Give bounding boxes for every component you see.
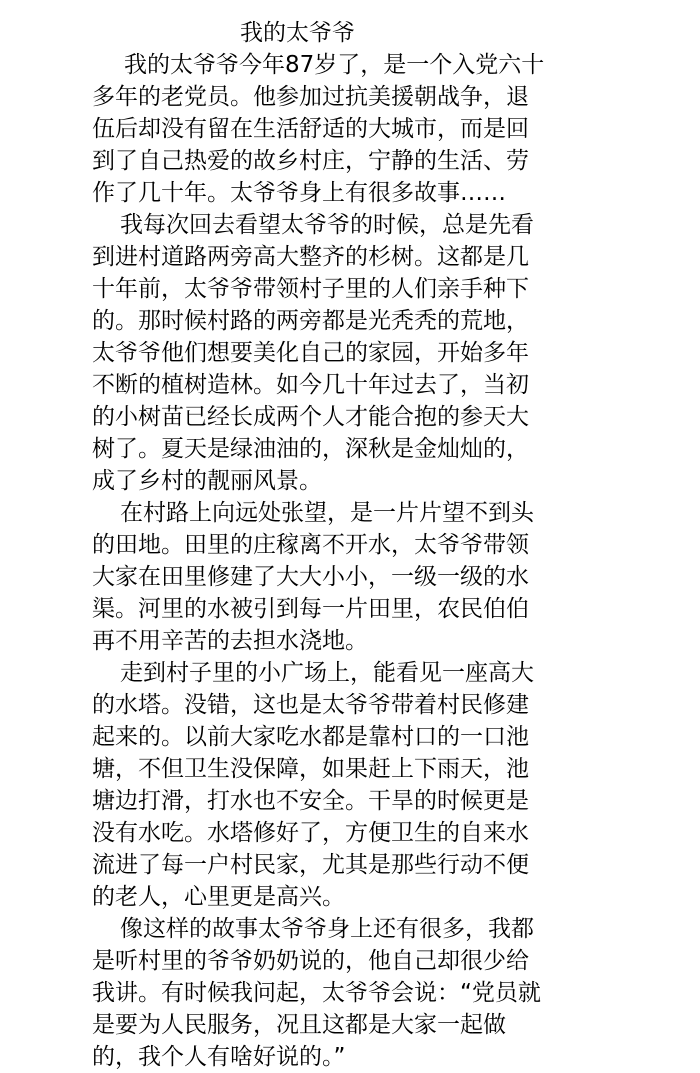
text-line: 到了自己热爱的故乡村庄，宁静的生活、劳 — [92, 148, 529, 174]
paragraph-1 — [92, 49, 612, 209]
text-line: 不断的植树造林。如今几十年过去了，当初 — [92, 372, 529, 398]
essay-title: 我的太爷爷 — [240, 20, 355, 46]
text-line: 流进了每一户村民家，尤其是那些行动不便 — [92, 852, 529, 878]
text-line: 的小树苗已经长成两个人才能合抱的参天大 — [92, 404, 529, 430]
text-line: 成了乡村的靓丽风景。 — [92, 468, 322, 494]
paragraph-4 — [92, 657, 612, 913]
text-line: 到进村道路两旁高大整齐的杉树。这都是几 — [92, 244, 529, 270]
text-line: 的田地。田里的庄稼离不开水，太爷爷带领 — [92, 532, 529, 558]
text-line: 是听村里的爷爷奶奶说的，他自己却很少给 — [92, 948, 529, 974]
text-line: 的老人，心里更是高兴。 — [92, 884, 345, 910]
text-line: 作了几十年。太爷爷身上有很多故事…… — [92, 180, 506, 206]
text-line: 多年的老党员。他参加过抗美援朝战争，退 — [92, 84, 529, 110]
text-line: 走到村子里的小广场上，能看见一座高大 — [120, 660, 534, 686]
text-line: 起来的。以前大家吃水都是靠村口的一口池 — [92, 724, 529, 750]
text-line: 大家在田里修建了大大小小，一级一级的水 — [92, 564, 529, 590]
text-line: 伍后却没有留在生活舒适的大城市，而是回 — [92, 116, 529, 142]
text-line: 我每次回去看望太爷爷的时候，总是先看 — [120, 212, 534, 238]
paragraph-5 — [92, 913, 612, 1073]
text-line: 是要为人民服务，况且这都是大家一起做 — [92, 1012, 506, 1038]
text-line: 的。那时候村路的两旁都是光秃秃的荒地， — [92, 308, 529, 334]
essay-body — [92, 49, 612, 1073]
paragraph-2 — [92, 209, 612, 497]
text-line: 我讲。有时候我问起，太爷爷会说：“党员就 — [92, 980, 541, 1006]
text-line: 太爷爷他们想要美化自己的家园，开始多年 — [92, 340, 529, 366]
text-line: 的水塔。没错，这也是太爷爷带着村民修建 — [92, 692, 529, 718]
text-line: 在村路上向远处张望，是一片片望不到头 — [120, 500, 534, 526]
text-line: 塘边打滑，打水也不安全。干旱的时候更是 — [92, 788, 529, 814]
paragraph-3 — [92, 497, 612, 657]
text-line: 渠。河里的水被引到每一片田里，农民伯伯 — [92, 596, 529, 622]
text-line: 的，我个人有啥好说的。” — [92, 1044, 346, 1070]
text-line: 没有水吃。水塔修好了，方便卫生的自来水 — [92, 820, 529, 846]
text-line: 像这样的故事太爷爷身上还有很多，我都 — [120, 916, 534, 942]
text-line: 塘，不但卫生没保障，如果赶上下雨天，池 — [92, 756, 529, 782]
text-line: 再不用辛苦的去担水浇地。 — [92, 628, 368, 654]
text-line: 十年前，太爷爷带领村子里的人们亲手种下 — [92, 276, 529, 302]
text-line: 我的太爷爷今年87岁了，是一个入党六十 — [124, 52, 545, 78]
text-line: 树了。夏天是绿油油的，深秋是金灿灿的， — [92, 436, 529, 462]
